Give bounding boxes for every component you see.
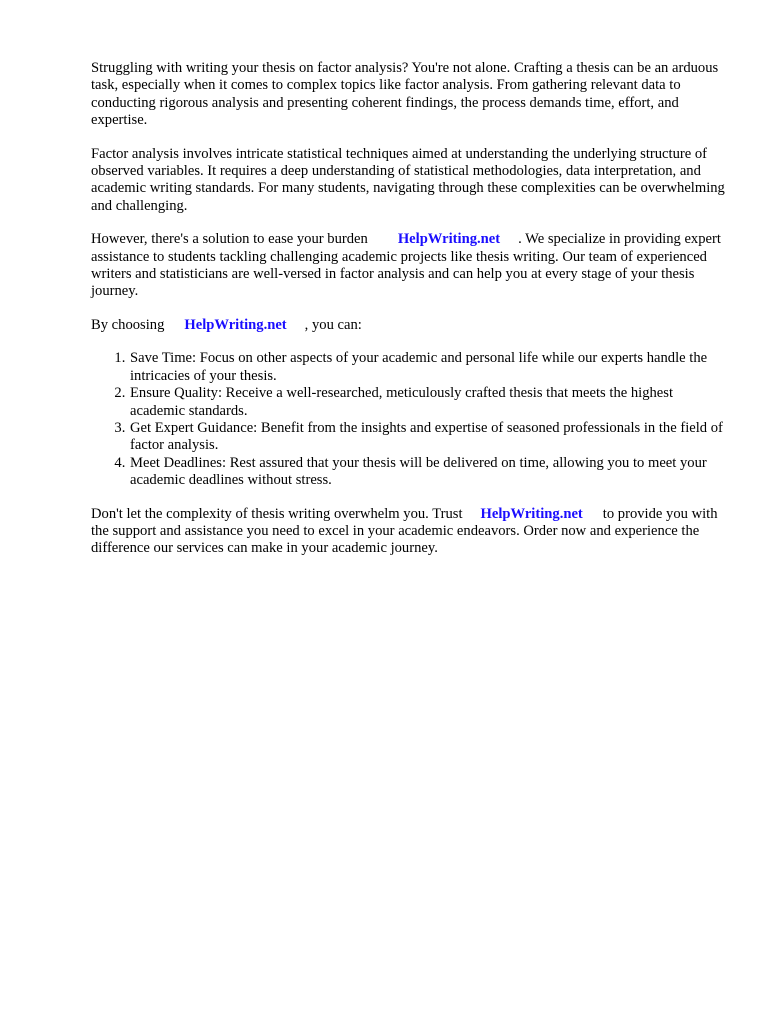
helpwriting-link[interactable]: HelpWriting.net — [480, 505, 583, 522]
choosing-paragraph — [91, 317, 731, 334]
closing-text-before: Don't let the complexity of thesis writing overwhelm you. Trust — [91, 505, 463, 522]
closing-text-after: to provide you with the support and assistance you need to excel in your academic endeavors. Order now and experience the difference our services can make in your academic journey. — [91, 505, 718, 557]
closing-paragraph — [91, 506, 731, 558]
solution-paragraph — [91, 231, 731, 301]
list-item: 4. Meet Deadlines: Rest assured that your thesis will be delivered on time, allowing you to meet your academic deadlines without stress. — [129, 455, 731, 490]
choosing-text-before: By choosing — [91, 316, 165, 333]
helpwriting-link[interactable]: HelpWriting.net — [397, 231, 501, 248]
benefits-list — [91, 350, 731, 489]
choosing-text-after: , you can: — [304, 316, 362, 333]
list-item: 3. Get Expert Guidance: Benefit from the insights and expertise of seasoned professionals in the field of factor analysis. — [129, 420, 731, 455]
solution-text-before: However, there's a solution to ease your burden — [91, 231, 368, 248]
intro-paragraph: Struggling with writing your thesis on factor analysis? You're not alone. Crafting a thesis can be an arduous task, especially when it comes to complex topics like factor analysis. From gathering relevant data to conducting rigorous analysis and presenting coherent findings, the process demands time, effort, and expertise. — [91, 60, 719, 129]
solution-text-after: . We specialize in providing expert assistance to students tackling challenging academic projects like thesis writing. Our team of experienced writers and statisticians are well-versed in factor analysis and can help you at every stage of your thesis journey. — [91, 231, 721, 300]
factor-analysis-paragraph: Factor analysis involves intricate statistical techniques aimed at understanding the underlying structure of observed variables. It requires a deep understanding of statistical methodologies, data interpretation, and academic writing standards. For many students, navigating through these complexities can be overwhelming and challenging. — [91, 145, 725, 214]
list-item: 2. Ensure Quality: Receive a well-researched, meticulously crafted thesis that meets the highest academic standards. — [129, 385, 731, 420]
helpwriting-link[interactable]: HelpWriting.net — [184, 316, 287, 333]
document-page — [91, 60, 731, 574]
list-item: 1. Save Time: Focus on other aspects of your academic and personal life while our experts handle the intricacies of your thesis. — [129, 350, 731, 385]
